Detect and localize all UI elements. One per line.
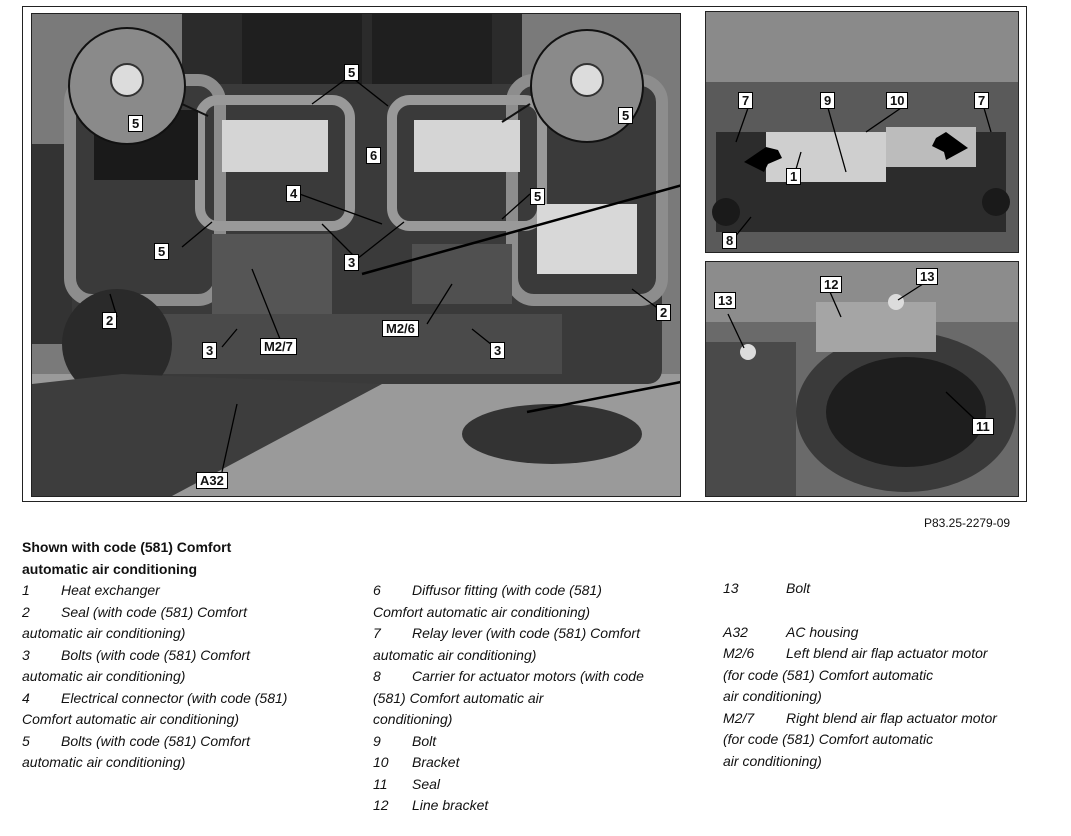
legend-item-cont: air conditioning) (723, 688, 822, 704)
callout-12: 12 (820, 276, 842, 293)
legend-title-line2: automatic air conditioning (22, 560, 198, 577)
legend-item: 8 Carrier for actuator motors (with code (373, 668, 644, 684)
legend-item: 4 Electrical connector (with code (581) (22, 689, 288, 706)
callout-9: 9 (820, 92, 835, 109)
legend-item-cont: air conditioning) (723, 752, 822, 769)
legend-item-cont: automatic air conditioning) (22, 668, 186, 684)
legend-title-line1: Shown with code (581) Comfort (22, 539, 232, 555)
legend-item-cont: automatic air conditioning) (22, 754, 186, 770)
callout-2a: 2 (102, 312, 117, 329)
legend-item: 7 Relay lever (with code (581) Comfort (373, 625, 640, 641)
legend-item: 13 Bolt (723, 580, 811, 596)
legend-item-cont: conditioning) (373, 711, 453, 727)
callout-10: 10 (886, 92, 908, 109)
callout-m2-6: M2/6 (382, 320, 419, 337)
callout-6: 6 (366, 147, 381, 164)
callout-5a: 5 (128, 115, 143, 132)
callout-13a: 13 (916, 268, 938, 285)
legend-item: M2/6 Left blend air flap actuator motor (723, 645, 988, 661)
legend-item: 5 Bolts (with code (581) Comfort (22, 732, 251, 749)
callout-3b: 3 (202, 342, 217, 359)
callout-3a: 3 (344, 254, 359, 271)
legend-item: 10 Bracket (373, 754, 460, 770)
legend-item: 12 Line bracket (373, 797, 489, 813)
callout-7a: 7 (738, 92, 753, 109)
legend-item: 2 Seal (with code (581) Comfort (22, 603, 247, 620)
legend-item: 1 Heat exchanger (22, 582, 160, 598)
callout-5d: 5 (530, 188, 545, 205)
legend-item-cont: (for code (581) Comfort automatic (723, 731, 934, 747)
legend-item: 9 Bolt (373, 732, 437, 749)
relay-lever-detail-photo (705, 11, 1019, 253)
callout-m2-7: M2/7 (260, 338, 297, 355)
legend-item-cont: Comfort automatic air conditioning) (22, 711, 240, 727)
legend-column-1 (22, 537, 322, 774)
legend-item-cont: Comfort automatic air conditioning) (373, 603, 591, 620)
callout-8: 8 (722, 232, 737, 249)
callout-4: 4 (286, 185, 301, 202)
callout-5c: 5 (618, 107, 633, 124)
callout-a32: A32 (196, 472, 228, 489)
callout-3c: 3 (490, 342, 505, 359)
figure-frame (22, 6, 1027, 502)
legend-item: 6 Diffusor fitting (with code (581) (373, 582, 602, 598)
callout-5e: 5 (154, 243, 169, 260)
legend-item: A32 AC housing (723, 623, 859, 640)
legend-item-cont: automatic air conditioning) (22, 625, 186, 641)
relay-lever-illustration (706, 12, 1018, 252)
legend-column-2 (373, 580, 683, 817)
legend-item-cont: (581) Comfort automatic air (373, 689, 544, 706)
legend-item: M2/7 Right blend air flap actuator motor (723, 709, 997, 726)
legend-item-cont: automatic air conditioning) (373, 646, 537, 663)
callout-1: 1 (786, 168, 801, 185)
figure-code: P83.25-2279-09 (924, 516, 1011, 530)
seal-illustration (706, 262, 1018, 496)
callout-11: 11 (972, 418, 994, 435)
ac-housing-photo (31, 13, 681, 497)
callout-2b: 2 (656, 304, 671, 321)
legend-column-3 (723, 578, 1043, 772)
legend-item: 3 Bolts (with code (581) Comfort (22, 646, 251, 663)
legend-item-cont: (for code (581) Comfort automatic (723, 666, 934, 683)
callout-13b: 13 (714, 292, 736, 309)
callout-5b: 5 (344, 64, 359, 81)
callout-7b: 7 (974, 92, 989, 109)
legend-item: 11 Seal (373, 775, 441, 792)
seal-detail-photo (705, 261, 1019, 497)
